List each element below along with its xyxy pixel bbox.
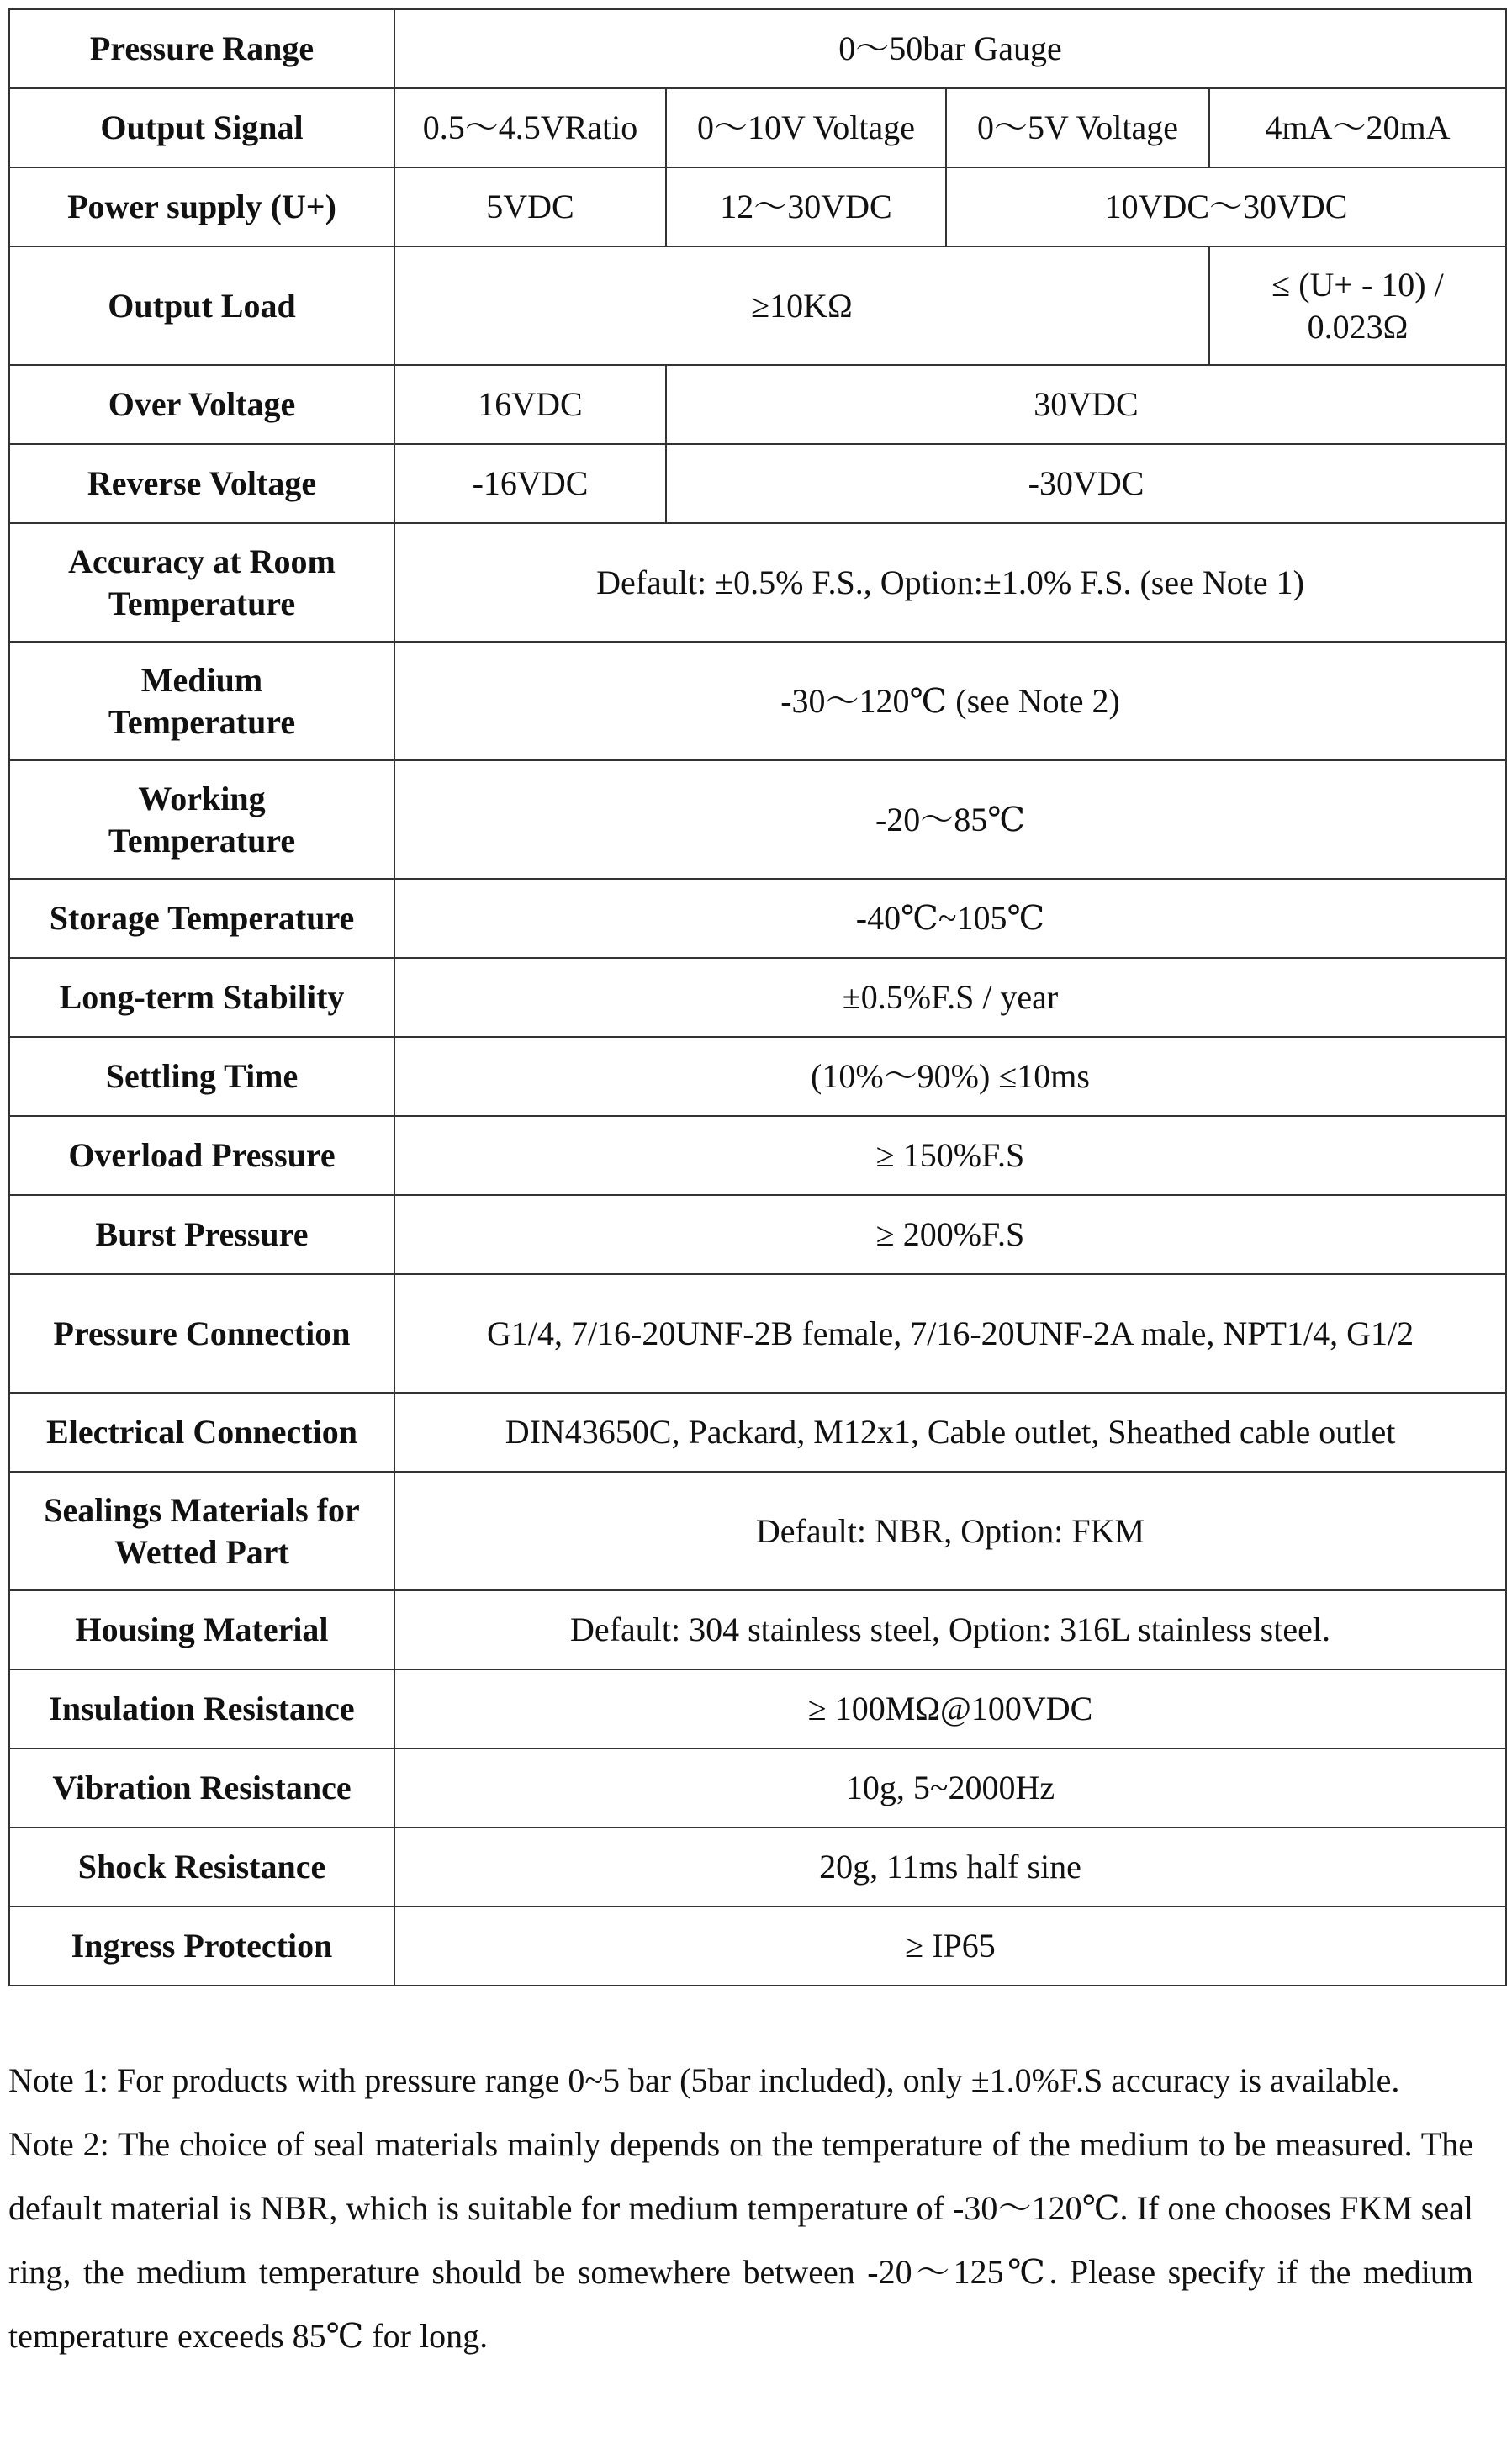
row-label: Pressure Range [9,9,394,88]
row-value: 20g, 11ms half sine [394,1827,1506,1907]
row-value: ±0.5%F.S / year [394,958,1506,1037]
table-row [9,1393,1506,1472]
table-row [9,1116,1506,1195]
table-row [9,365,1506,444]
table-row [9,760,1506,879]
row-value: 10g, 5~2000Hz [394,1748,1506,1827]
row-label: Electrical Connection [9,1393,394,1472]
note-1: Note 1: For products with pressure range 0~5 bar (5bar included), only ±1.0%F.S accuracy is available. [8,2061,1400,2099]
row-label: Working Temperature [9,760,394,879]
row-label: Shock Resistance [9,1827,394,1907]
table-row [9,1827,1506,1907]
table-row [9,9,1506,88]
table-row [9,1907,1506,1986]
row-value: -20～85℃ [394,760,1506,879]
row-label: Over Voltage [9,365,394,444]
row-label: Output Signal [9,88,394,167]
row-label: Pressure Connection [9,1274,394,1393]
table-row [9,1195,1506,1274]
row-label: Medium Temperature [9,642,394,760]
table-row [9,88,1506,167]
row-value: 4mA～20mA [1209,88,1506,167]
row-value: Default: 304 stainless steel, Option: 316L stainless steel. [394,1590,1506,1669]
row-value: Default: NBR, Option: FKM [394,1472,1506,1590]
row-value: 0～5V Voltage [946,88,1209,167]
row-value: 0.5～4.5VRatio [394,88,666,167]
row-value: 5VDC [394,167,666,246]
table-row [9,958,1506,1037]
row-value: 0～50bar Gauge [394,9,1506,88]
row-label: Output Load [9,246,394,365]
row-value: 12～30VDC [666,167,946,246]
table-row [9,1590,1506,1669]
row-label: Reverse Voltage [9,444,394,523]
row-label: Long-term Stability [9,958,394,1037]
row-value: -30～120℃ (see Note 2) [394,642,1506,760]
note-2: Note 2: The choice of seal materials mainly depends on the temperature of the medium to be measured. The default material is NBR, which is suitable for medium temperature of -30～120℃. If one chooses FKM seal ring, the medium temperature should be somewhere between -20～125℃. Please specify if the medium temperature exceeds 85℃ for long. [8,2125,1473,2355]
table-row [9,1037,1506,1116]
table-row [9,1274,1506,1393]
row-label: Burst Pressure [9,1195,394,1274]
table-row [9,879,1506,958]
row-value: ≥ 150%F.S [394,1116,1506,1195]
row-value: ≥ 100MΩ@100VDC [394,1669,1506,1748]
table-row [9,246,1506,365]
row-value: (10%～90%) ≤10ms [394,1037,1506,1116]
row-value: 16VDC [394,365,666,444]
row-label: Housing Material [9,1590,394,1669]
row-label: Sealings Materials for Wetted Part [9,1472,394,1590]
row-value: ≥10KΩ [394,246,1209,365]
notes-section [8,2049,1473,2368]
row-value: ≥ 200%F.S [394,1195,1506,1274]
row-label: Settling Time [9,1037,394,1116]
table-row [9,444,1506,523]
row-value: G1/4, 7/16-20UNF-2B female, 7/16-20UNF-2A male, NPT1/4, G1/2 [394,1274,1506,1393]
row-label: Power supply (U+) [9,167,394,246]
row-label: Overload Pressure [9,1116,394,1195]
row-value: -30VDC [666,444,1506,523]
table-row [9,1472,1506,1590]
row-label: Accuracy at Room Temperature [9,523,394,642]
table-row [9,1748,1506,1827]
row-label: Vibration Resistance [9,1748,394,1827]
row-value: 30VDC [666,365,1506,444]
row-value: -16VDC [394,444,666,523]
row-value: Default: ±0.5% F.S., Option:±1.0% F.S. (see Note 1) [394,523,1506,642]
row-label: Storage Temperature [9,879,394,958]
table-row [9,642,1506,760]
row-value: ≥ IP65 [394,1907,1506,1986]
table-row [9,167,1506,246]
row-label: Ingress Protection [9,1907,394,1986]
row-value: 10VDC～30VDC [946,167,1506,246]
row-value: -40℃~105℃ [394,879,1506,958]
table-row [9,523,1506,642]
spec-table [8,8,1507,1986]
table-row [9,1669,1506,1748]
row-value: 0～10V Voltage [666,88,946,167]
row-value: ≤ (U+ - 10) / 0.023Ω [1209,246,1506,365]
row-value: DIN43650C, Packard, M12x1, Cable outlet, Sheathed cable outlet [394,1393,1506,1472]
row-label: Insulation Resistance [9,1669,394,1748]
